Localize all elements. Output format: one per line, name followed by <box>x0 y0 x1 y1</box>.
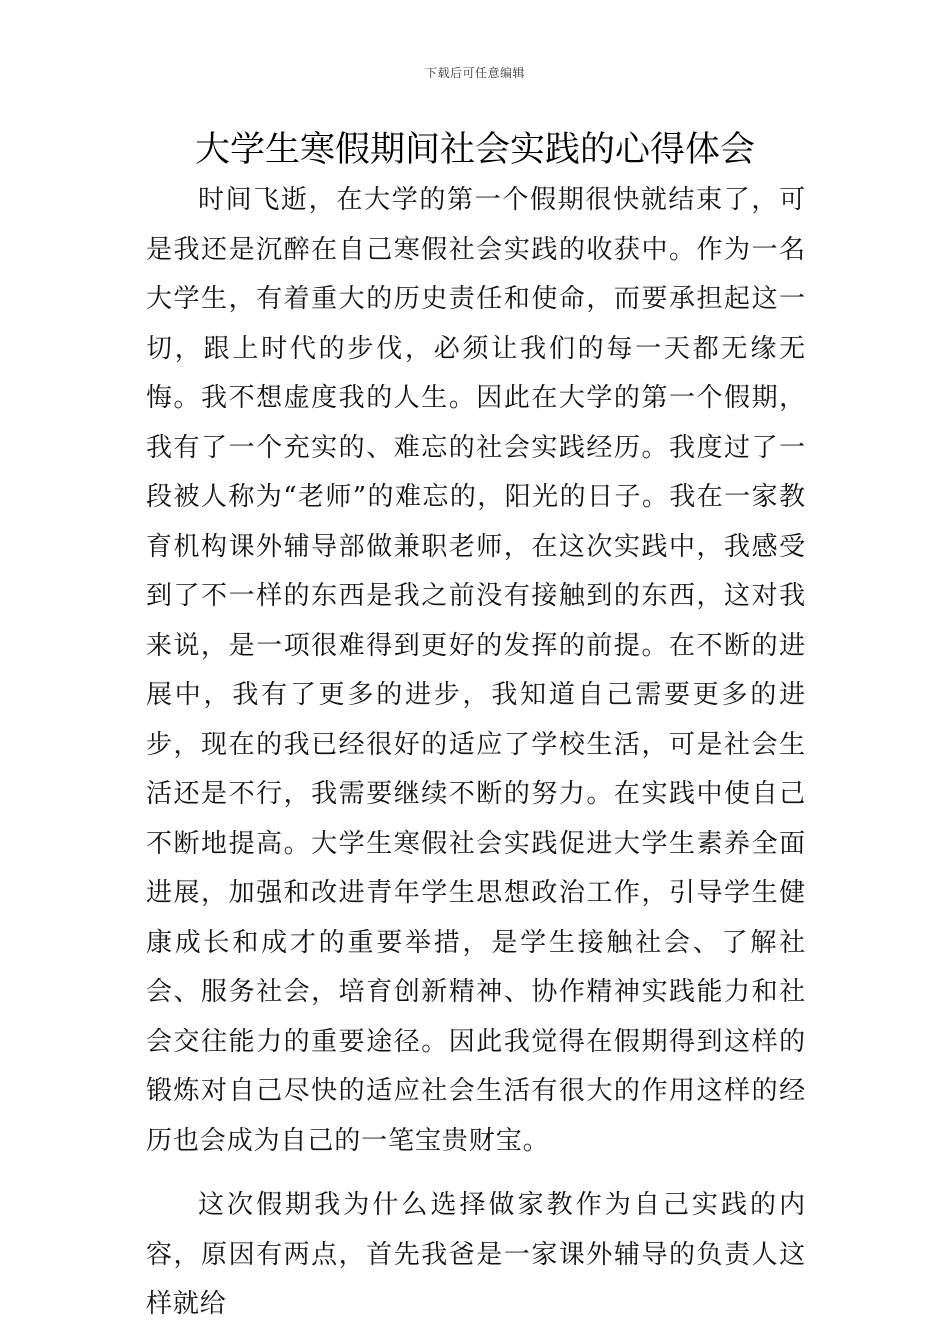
body-paragraph-1: 时间飞逝，在大学的第一个假期很快就结束了，可是我还是沉醉在自己寒假社会实践的收获中。作为一名大学生，有着重大的历史责任和使命，而要承担起这一切，跟上时代的步伐，必须让我们的每一天都无缘无悔。我不想虚度我的人生。因此在大学的第一个假期，我有了一个充实的、难忘的社会实践经历。我度过了一段被人称为“老师”的难忘的，阳光的日子。我在一家教育机构课外辅导部做兼职老师，在这次实践中，我感受到了不一样的东西是我之前没有接触到的东西，这对我来说，是一项很难得到更好的发挥的前提。在不断的进展中，我有了更多的进步，我知道自己需要更多的进步，现在的我已经很好的适应了学校生活，可是社会生活还是不行，我需要继续不断的努力。在实践中使自己不断地提高。大学生寒假社会实践促进大学生素养全面进展，加强和改进青年学生思想政治工作，引导学生健康成长和成才的重要举措，是学生接触社会、了解社会、服务社会，培育创新精神、协作精神实践能力和社会交往能力的重要途径。因此我觉得在假期得到这样的锻炼对自己尽快的适应社会生活有很大的作用这样的经历也会成为自己的一笔宝贵财宝。 <box>146 185 806 1156</box>
document-title: 大学生寒假期间社会实践的心得体会 <box>194 130 755 170</box>
body-paragraph-2: 这次假期我为什么选择做家教作为自己实践的内容，原因有两点，首先我爸是一家课外辅导的负责人这样就给 <box>146 1190 806 1319</box>
header-note: 下载后可任意编辑 <box>424 66 525 80</box>
document-body <box>146 176 806 1330</box>
